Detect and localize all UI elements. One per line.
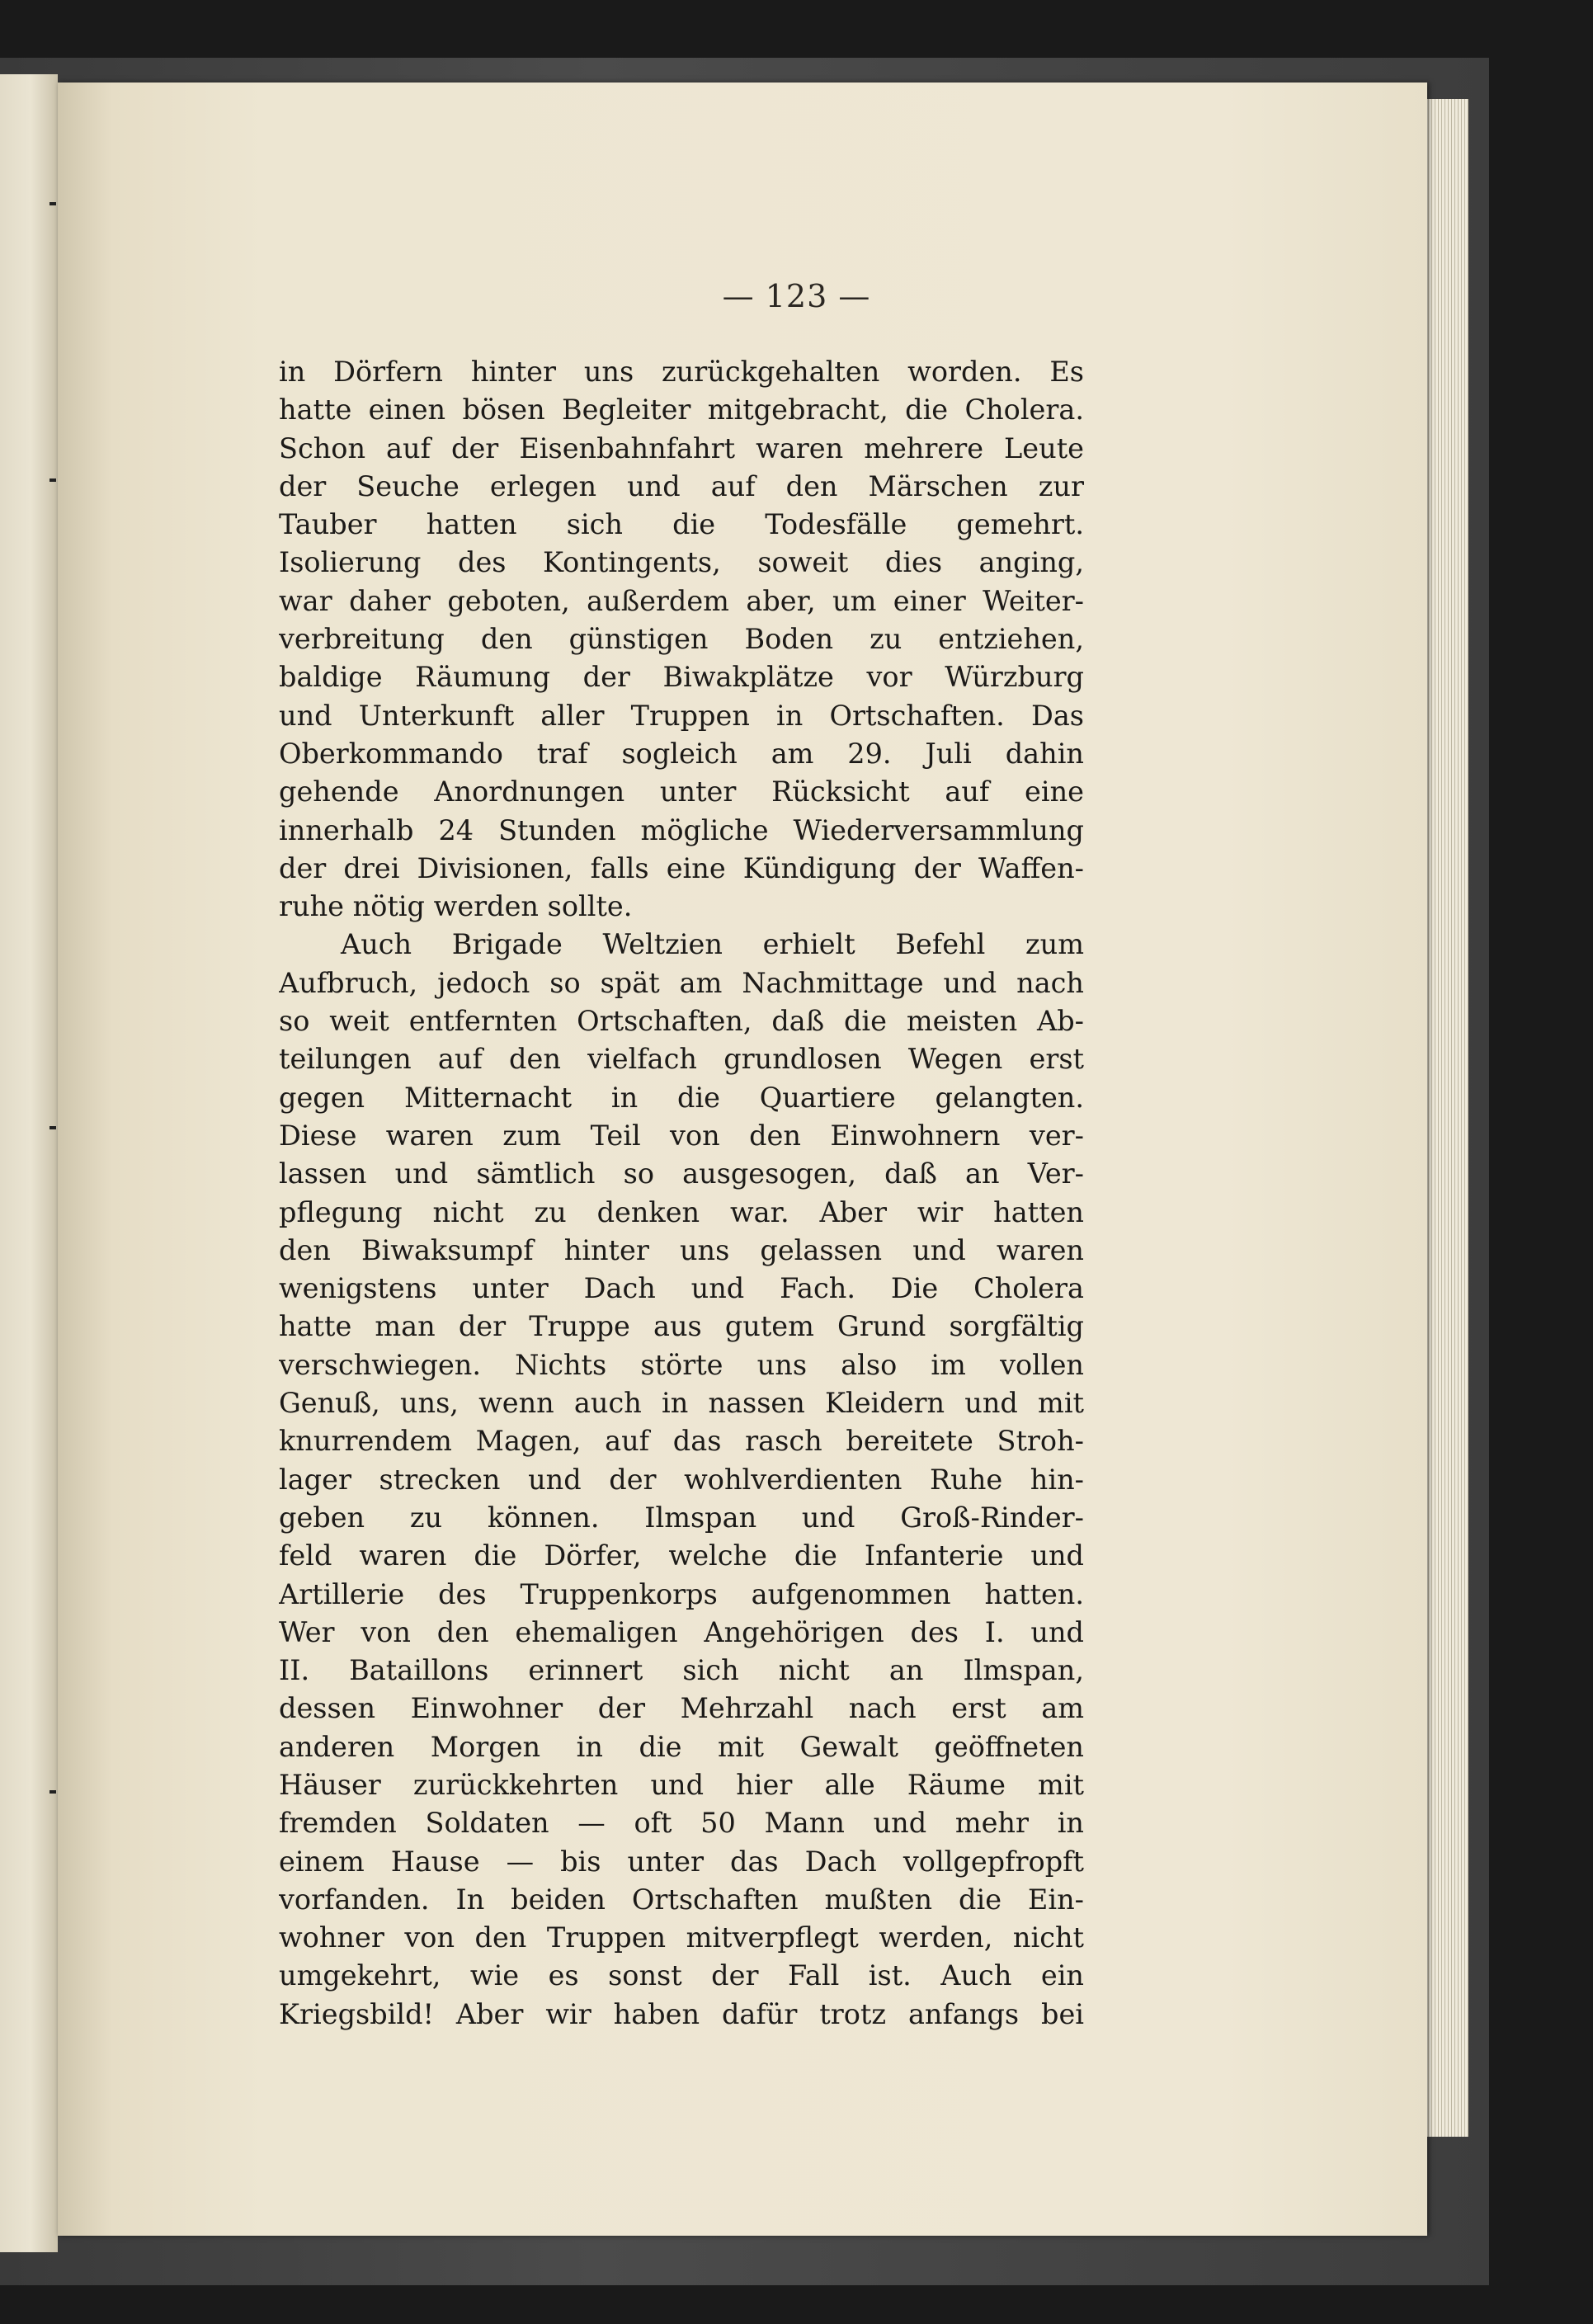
text-line: hatte man der Truppe aus gutem Grund sorgfältig <box>279 1310 1084 1343</box>
text-line: umgekehrt, wie es sonst der Fall ist. Auch ein <box>279 1959 1084 1992</box>
text-line: knurrendem Magen, auf das rasch bereitete Stroh- <box>279 1425 1084 1458</box>
text-line: Diese waren zum Teil von den Einwohnern ver- <box>279 1119 1084 1152</box>
text-line: Genuß, uns, wenn auch in nassen Kleidern und mit <box>279 1387 1084 1420</box>
text-line: gegen Mitternacht in die Quartiere gelangten. <box>279 1081 1084 1114</box>
binding-mark <box>49 202 56 205</box>
text-line: feld waren die Dörfer, welche die Infanterie und <box>279 1539 1084 1572</box>
text-line: vorfanden. In beiden Ortschaften mußten die Ein- <box>279 1883 1084 1916</box>
binding-mark <box>49 1790 56 1794</box>
text-line: den Biwaksumpf hinter uns gelassen und waren <box>279 1233 1084 1266</box>
page-number: — 123 — <box>722 278 871 314</box>
text-line: pflegung nicht zu denken war. Aber wir hatten <box>279 1195 1084 1228</box>
text-line: baldige Räumung der Biwakplätze vor Würzburg <box>279 661 1084 694</box>
text-line: lager strecken und der wohlverdienten Ruhe hin- <box>279 1463 1084 1496</box>
text-line: in Dörfern hinter uns zurückgehalten worden. Es <box>279 356 1084 388</box>
text-line: Wer von den ehemaligen Angehörigen des I. und <box>279 1615 1084 1648</box>
text-line: dessen Einwohner der Mehrzahl nach erst am <box>279 1692 1084 1725</box>
text-line: innerhalb 24 Stunden mögliche Wiederversammlung <box>279 813 1084 846</box>
text-line: wenigstens unter Dach und Fach. Die Cholera <box>279 1272 1084 1305</box>
text-line: gehende Anordnungen unter Rücksicht auf eine <box>279 775 1084 808</box>
text-line: Aufbruch, jedoch so spät am Nachmittage und nach <box>279 966 1084 999</box>
facing-page-edge <box>0 74 58 2252</box>
text-line: Oberkommando traf sogleich am 29. Juli dahin <box>279 737 1084 770</box>
text-line: anderen Morgen in die mit Gewalt geöffneten <box>279 1730 1084 1763</box>
text-line: der Seuche erlegen und auf den Märschen zur <box>279 469 1084 502</box>
text-line: teilungen auf den vielfach grundlosen Wegen erst <box>279 1043 1084 1076</box>
text-line: Schon auf der Eisenbahnfahrt waren mehrere Leute <box>279 431 1084 464</box>
text-line: und Unterkunft aller Truppen in Ortschaften. Das <box>279 699 1084 732</box>
page-body-text <box>279 353 1084 2034</box>
text-line: geben zu können. Ilmspan und Groß-Rinder- <box>279 1501 1084 1534</box>
text-line: Häuser zurückkehrten und hier alle Räume mit <box>279 1768 1084 1801</box>
text-line: der drei Divisionen, falls eine Kündigung der Waffen- <box>279 851 1084 884</box>
binding-mark <box>49 1126 56 1129</box>
text-line: fremden Soldaten — oft 50 Mann und mehr in <box>279 1807 1084 1840</box>
paragraph-end-line: ruhe nötig werden sollte. <box>279 890 633 923</box>
text-line: Kriegsbild! Aber wir haben dafür trotz anfangs bei <box>279 1997 1084 2030</box>
paragraph-start-line: Auch Brigade Weltzien erhielt Befehl zum <box>341 928 1084 961</box>
text-line: verbreitung den günstigen Boden zu entziehen, <box>279 623 1084 656</box>
text-line: verschwiegen. Nichts störte uns also im vollen <box>279 1348 1084 1381</box>
text-line: einem Hause — bis unter das Dach vollgepfropft <box>279 1845 1084 1878</box>
text-line: so weit entfernten Ortschaften, daß die meisten Ab- <box>279 1005 1084 1038</box>
text-line: Isolierung des Kontingents, soweit dies anging, <box>279 546 1084 579</box>
binding-mark <box>49 478 56 482</box>
text-line: Artillerie des Truppenkorps aufgenommen hatten. <box>279 1577 1084 1610</box>
text-line: Tauber hatten sich die Todesfälle gemehrt. <box>279 508 1084 541</box>
text-line: II. Bataillons erinnert sich nicht an Ilmspan, <box>279 1654 1084 1687</box>
text-line: war daher geboten, außerdem aber, um einer Weiter- <box>279 584 1084 617</box>
text-line: lassen und sämtlich so ausgesogen, daß an Ver- <box>279 1157 1084 1190</box>
text-line: hatte einen bösen Begleiter mitgebracht, die Cholera. <box>279 394 1084 427</box>
text-line: wohner von den Truppen mitverpflegt werden, nicht <box>279 1921 1084 1954</box>
